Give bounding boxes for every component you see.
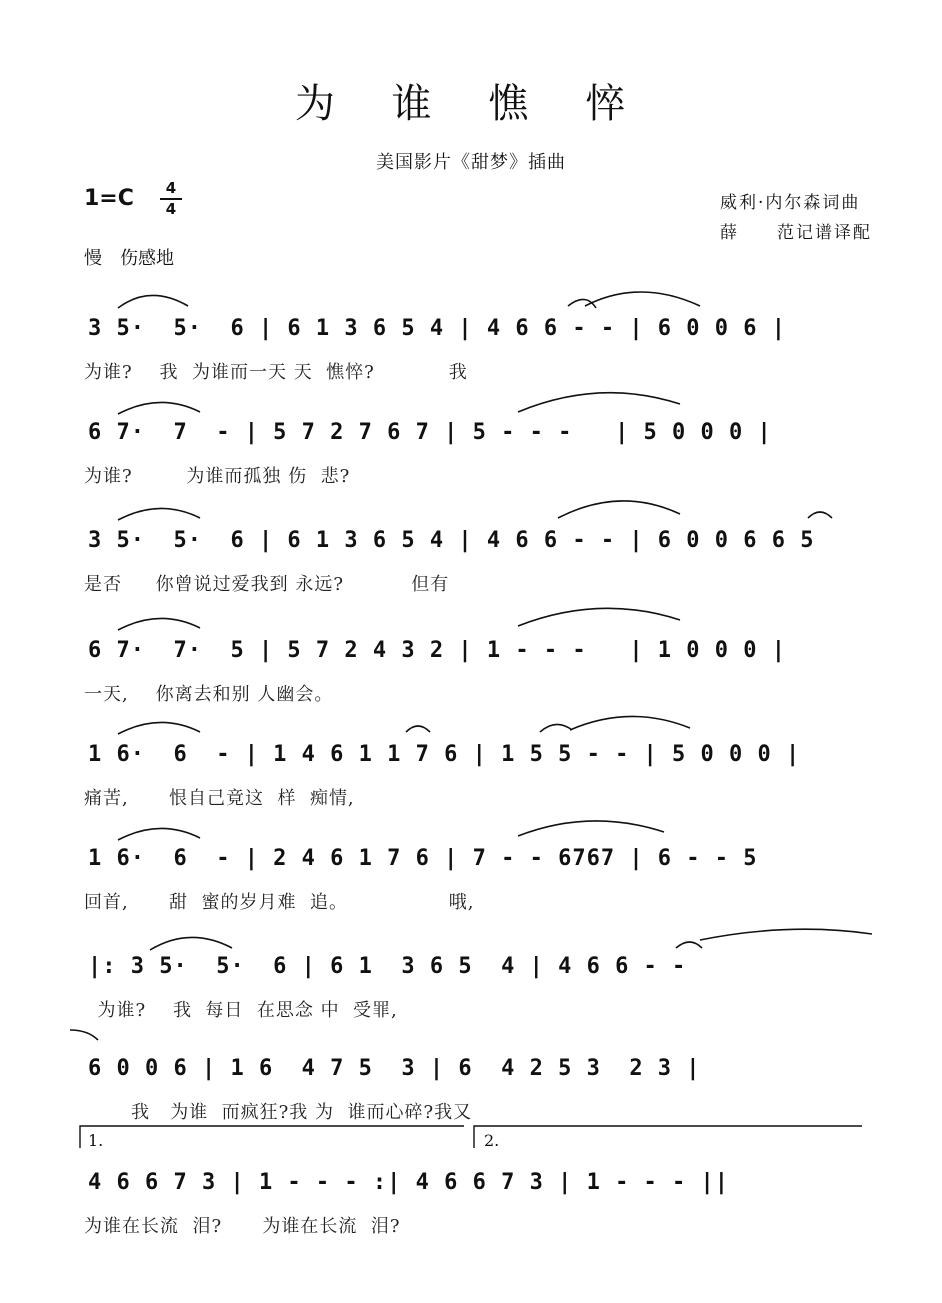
notation-line-6: 1 6· 6 - | 2 4 6 1 7 6 | 7 - - 6767 | 6 - - 5 (88, 846, 758, 871)
notation-line-9: 4 6 6 7 3 | 1 - - - :| 4 6 6 7 3 | 1 - - - || (88, 1170, 730, 1195)
time-signature (160, 180, 182, 218)
song-title: 为 谁 憔 悴 (294, 81, 648, 127)
lyrics-line-6: 回首, 甜 蜜的岁月难 追。 哦, (84, 892, 475, 913)
lyrics-line-1: 为谁? 我 为谁而一天 天 憔悴? 我 (84, 362, 468, 383)
credits-arranger: 薛 范记谱译配 (720, 223, 872, 243)
score-line-9 (0, 1160, 942, 1260)
lyrics-line-3: 是否 你曾说过爱我到 永远? 但有 (84, 574, 450, 595)
score-line-7 (0, 944, 942, 1044)
volta-label-2: 2. (484, 1131, 500, 1150)
notation-line-5: 1 6· 6 - | 1 4 6 1 1 7 6 | 1 5 5 - - | 5 0 0 0 | (88, 742, 801, 767)
song-subtitle: 美国影片《甜梦》插曲 (376, 152, 566, 173)
score-line-8 (0, 1046, 942, 1146)
notation-line-2: 6 7· 7 - | 5 7 2 7 6 7 | 5 - - - | 5 0 0 0 | (88, 420, 772, 445)
volta-label-1: 1. (88, 1131, 104, 1150)
score-line-4 (0, 628, 942, 728)
credits-composer: 威利·内尔森词曲 (720, 193, 861, 213)
time-signature-bottom: 4 (165, 200, 177, 218)
score-line-5 (0, 732, 942, 832)
notation-line-1: 3 5· 5· 6 | 6 1 3 6 5 4 | 4 6 6 - - | 6 0 0 6 | (88, 316, 787, 341)
credits (720, 188, 872, 248)
score-line-3 (0, 518, 942, 618)
notation-line-7: |: 3 5· 5· 6 | 6 1 3 6 5 4 | 4 6 6 - - (88, 954, 687, 979)
notation-line-8: 6 0 0 6 | 1 6 4 7 5 3 | 6 4 2 5 3 2 3 | (88, 1056, 701, 1081)
time-signature-top: 4 (165, 179, 177, 197)
score-line-2 (0, 410, 942, 510)
notation-line-3: 3 5· 5· 6 | 6 1 3 6 5 4 | 4 6 6 - - | 6 0 0 6 6 5 (88, 528, 815, 553)
lyrics-line-2: 为谁? 为谁而孤独 伤 悲? (84, 466, 351, 487)
slur-mark (585, 292, 700, 306)
lyrics-line-5: 痛苦, 恨自己竟这 样 痴情, (84, 788, 355, 809)
key-signature: 1=C (84, 186, 134, 211)
lyrics-line-4: 一天, 你离去和别 人幽会。 (84, 684, 334, 705)
score-line-1 (0, 306, 942, 406)
score-line-6 (0, 836, 942, 936)
lyrics-line-9: 为谁在长流 泪? 为谁在长流 泪? (84, 1216, 401, 1237)
lyrics-line-8: 我 为谁 而疯狂?我 为 谁而心碎?我又 (84, 1102, 473, 1123)
lyrics-line-7: 为谁? 我 每日 在思念 中 受罪, (84, 1000, 398, 1021)
tempo-marking: 慢 伤感地 (84, 248, 174, 269)
notation-line-4: 6 7· 7· 5 | 5 7 2 4 3 2 | 1 - - - | 1 0 0 0 | (88, 638, 787, 663)
